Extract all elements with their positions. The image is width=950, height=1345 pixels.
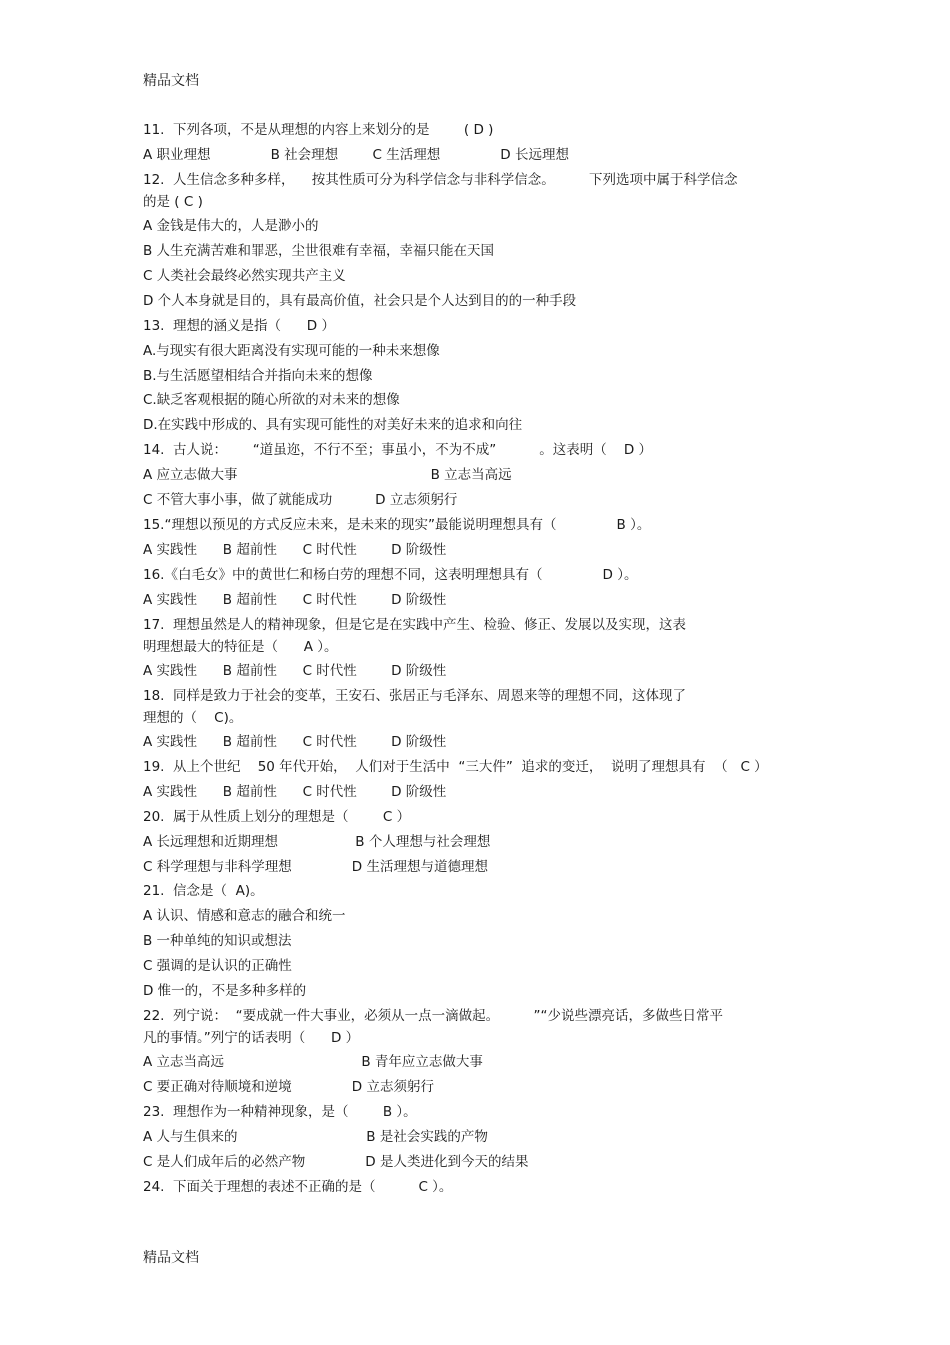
text-line: D 个人本身就是目的，具有最高价值，社会只是个人达到目的的一种手段 — [143, 292, 577, 309]
text-line: C 强调的是认识的正确性 — [143, 958, 292, 975]
text-line: D 惟一的，不是多种多样的 — [143, 983, 307, 1000]
text-line: A 长远理想和近期理想 B 个人理想与社会理想 — [143, 833, 491, 850]
text-line: D.在实践中形成的、具有实现可能性的对美好未来的追求和向往 — [143, 417, 523, 434]
text-line: A 金钱是伟大的，人是渺小的 — [143, 217, 319, 234]
text-line: 明理想最大的特征是（ A ）。 — [143, 638, 338, 655]
text-line: 凡的事情。”列宁的话表明（ D ） — [143, 1030, 360, 1047]
text-line: 22. 列宁说： “要成就一件大事业，必须从一点一滴做起。 ”“少说些漂亮话，多做些日常平 — [143, 1008, 723, 1025]
text-line: 23. 理想作为一种精神现象，是（ B ）。 — [143, 1104, 417, 1120]
text-line: A 立志当高远 B 青年应立志做大事 — [143, 1054, 483, 1071]
page-footer: 精品文档 — [143, 1250, 199, 1266]
text-line: C 科学理想与非科学理想 D 生活理想与道德理想 — [143, 858, 488, 875]
text-line: A 实践性 B 超前性 C 时代性 D 阶级性 — [143, 591, 447, 608]
question-list — [143, 120, 823, 1202]
text-line: 12. 人生信念多种多样， 按其性质可分为科学信念与非科学信念。 下列选项中属于科学信念 — [143, 171, 738, 188]
text-line: C 不管大事小事，做了就能成功 D 立志须躬行 — [143, 492, 458, 509]
text-line: A.与现实有很大距离没有实现可能的一种未来想像 — [143, 342, 440, 359]
text-line: A 实践性 B 超前性 C 时代性 D 阶级性 — [143, 783, 447, 800]
text-line: 24. 下面关于理想的表述不正确的是（ C ）。 — [143, 1178, 453, 1195]
text-line: C 是人们成年后的必然产物 D 是人类进化到今天的结果 — [143, 1153, 529, 1170]
text-line: 15.“理想以预见的方式反应未来，是未来的现实”最能说明理想具有（ B ）。 — [143, 517, 651, 534]
text-line: C.缺乏客观根据的随心所欲的对未来的想像 — [143, 392, 400, 409]
text-line: 11. 下列各项，不是从理想的内容上来划分的是 ( D ) — [143, 122, 494, 138]
text-line: A 职业理想 B 社会理想 C 生活理想 D 长远理想 — [143, 146, 569, 163]
text-line: 17. 理想虽然是人的精神现象，但是它是在实践中产生、检验、修正、发展以及实现，这表 — [143, 616, 687, 633]
text-line: A 实践性 B 超前性 C 时代性 D 阶级性 — [143, 733, 447, 750]
text-line: 20. 属于从性质上划分的理想是（ C ） — [143, 808, 411, 825]
page-header: 精品文档 — [143, 73, 199, 89]
text-line: A 人与生俱来的 B 是社会实践的产物 — [143, 1128, 488, 1145]
text-line: A 认识、情感和意志的融合和统一 — [143, 908, 346, 925]
text-line: 的是 ( C ) — [143, 193, 203, 210]
text-line: A 实践性 B 超前性 C 时代性 D 阶级性 — [143, 542, 447, 559]
text-line: B 一种单纯的知识或想法 — [143, 933, 292, 950]
text-line: 理想的（ C)。 — [143, 709, 243, 726]
text-line: 19. 从上个世纪 50 年代开始， 人们对于生活中 “三大件” 追求的变迁， 说明了理想具有 （ C ） — [143, 758, 768, 775]
text-line: B 人生充满苦难和罪恶，尘世很难有幸福，幸福只能在天国 — [143, 242, 495, 259]
text-line: 16.《白毛女》中的黄世仁和杨白劳的理想不同，这表明理想具有（ D ）。 — [143, 567, 638, 583]
text-line: A 应立志做大事 B 立志当高远 — [143, 467, 512, 484]
text-line: C 要正确对待顺境和逆境 D 立志须躬行 — [143, 1079, 434, 1096]
text-line: B.与生活愿望相结合并指向未来的想像 — [143, 367, 373, 384]
text-line: 13. 理想的涵义是指（ D ） — [143, 317, 335, 334]
text-line: 14. 古人说： “道虽迩，不行不至；事虽小，不为不成” 。这表明（ D ） — [143, 442, 653, 459]
text-line: 21. 信念是（ A)。 — [143, 883, 264, 900]
text-line: 18. 同样是致力于社会的变革，王安石、张居正与毛泽东、周恩来等的理想不同，这体现了 — [143, 687, 687, 704]
text-line: A 实践性 B 超前性 C 时代性 D 阶级性 — [143, 662, 447, 679]
text-line: C 人类社会最终必然实现共产主义 — [143, 267, 346, 284]
